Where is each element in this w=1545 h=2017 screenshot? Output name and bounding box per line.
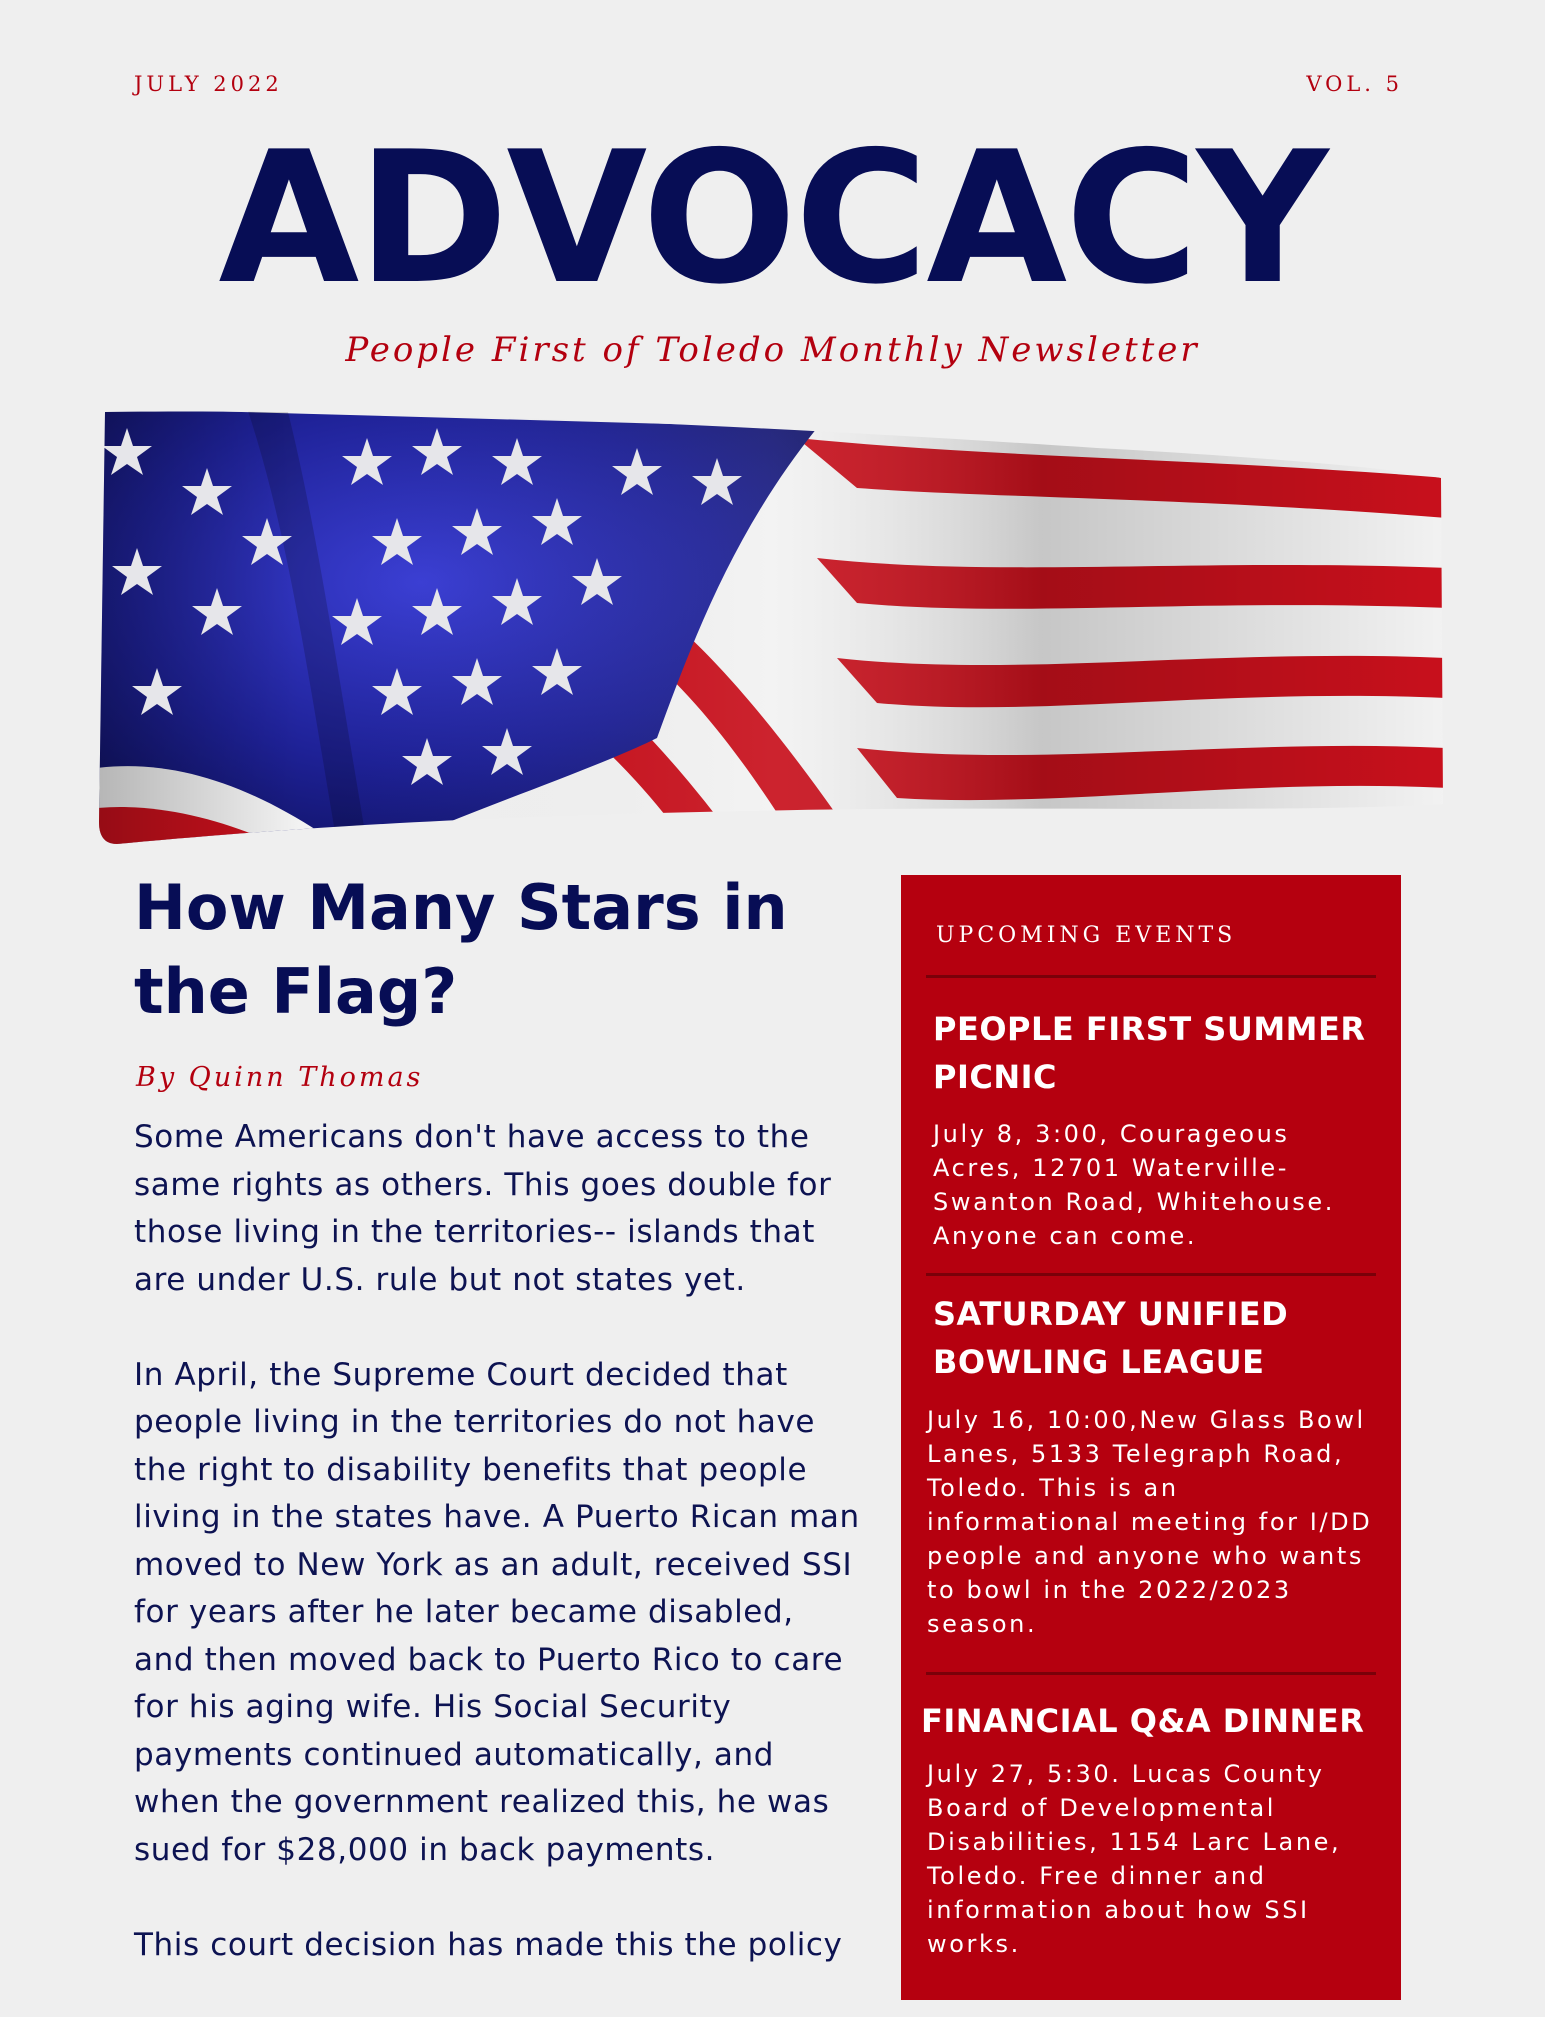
article-byline: By Quinn Thomas bbox=[136, 1062, 424, 1093]
newsletter-tagline: People First of Toledo Monthly Newsletter bbox=[345, 330, 1200, 370]
event-title: SATURDAY UNIFIED BOWLING LEAGUE bbox=[933, 1295, 1289, 1381]
volume-number: VOL. 5 bbox=[1306, 72, 1403, 96]
article-paragraph: Some Americans don't have access to the same rights as others. This goes double for those living in the territories-- islands that are under U.S. rule but not states yet. bbox=[134, 1119, 832, 1298]
article-paragraph: In April, the Supreme Court decided that people living in the territories do not have the right to disability benefits that people living in the states have. A Puerto Rican man moved to New York as an adult, received SSI for years after he later became disabled, and then moved back to Puerto Rico to care for his aging wife. His Social Security payments continued automatically, and when the government realized this, he was sued for $28,000 in back payments. bbox=[134, 1356, 860, 1868]
event-title: FINANCIAL Q&A DINNER bbox=[921, 1702, 1365, 1740]
divider bbox=[926, 1672, 1376, 1675]
article-paragraph: This court decision has made this the policy bbox=[134, 1926, 843, 1963]
event-description: July 27, 5:30. Lucas County Board of Developmental Disabilities, 1154 Larc Lane, Toledo. Free dinner and information about how SSI works. bbox=[927, 1760, 1342, 1958]
event-description: July 8, 3:00, Courageous Acres, 12701 Waterville-Swanton Road, Whitehouse. Anyone can come. bbox=[933, 1120, 1335, 1250]
event-description: July 16, 10:00,New Glass Bowl Lanes, 5133 Telegraph Road, Toledo. This is an informational meeting for I/DD people and anyone who wants to bowl in the 2022/2023 season. bbox=[927, 1406, 1373, 1638]
upcoming-events-panel bbox=[901, 875, 1401, 2000]
events-heading: UPCOMING EVENTS bbox=[936, 923, 1237, 948]
issue-date: JULY 2022 bbox=[134, 72, 283, 96]
divider bbox=[926, 1273, 1376, 1276]
event-title: PEOPLE FIRST SUMMER PICNIC bbox=[933, 1010, 1366, 1096]
article-headline: How Many Stars in the Flag? bbox=[134, 871, 788, 1028]
newsletter-title: ADVOCACY bbox=[218, 112, 1327, 324]
article-body bbox=[134, 1114, 864, 2017]
american-flag-image bbox=[97, 408, 1447, 844]
divider bbox=[926, 975, 1376, 978]
